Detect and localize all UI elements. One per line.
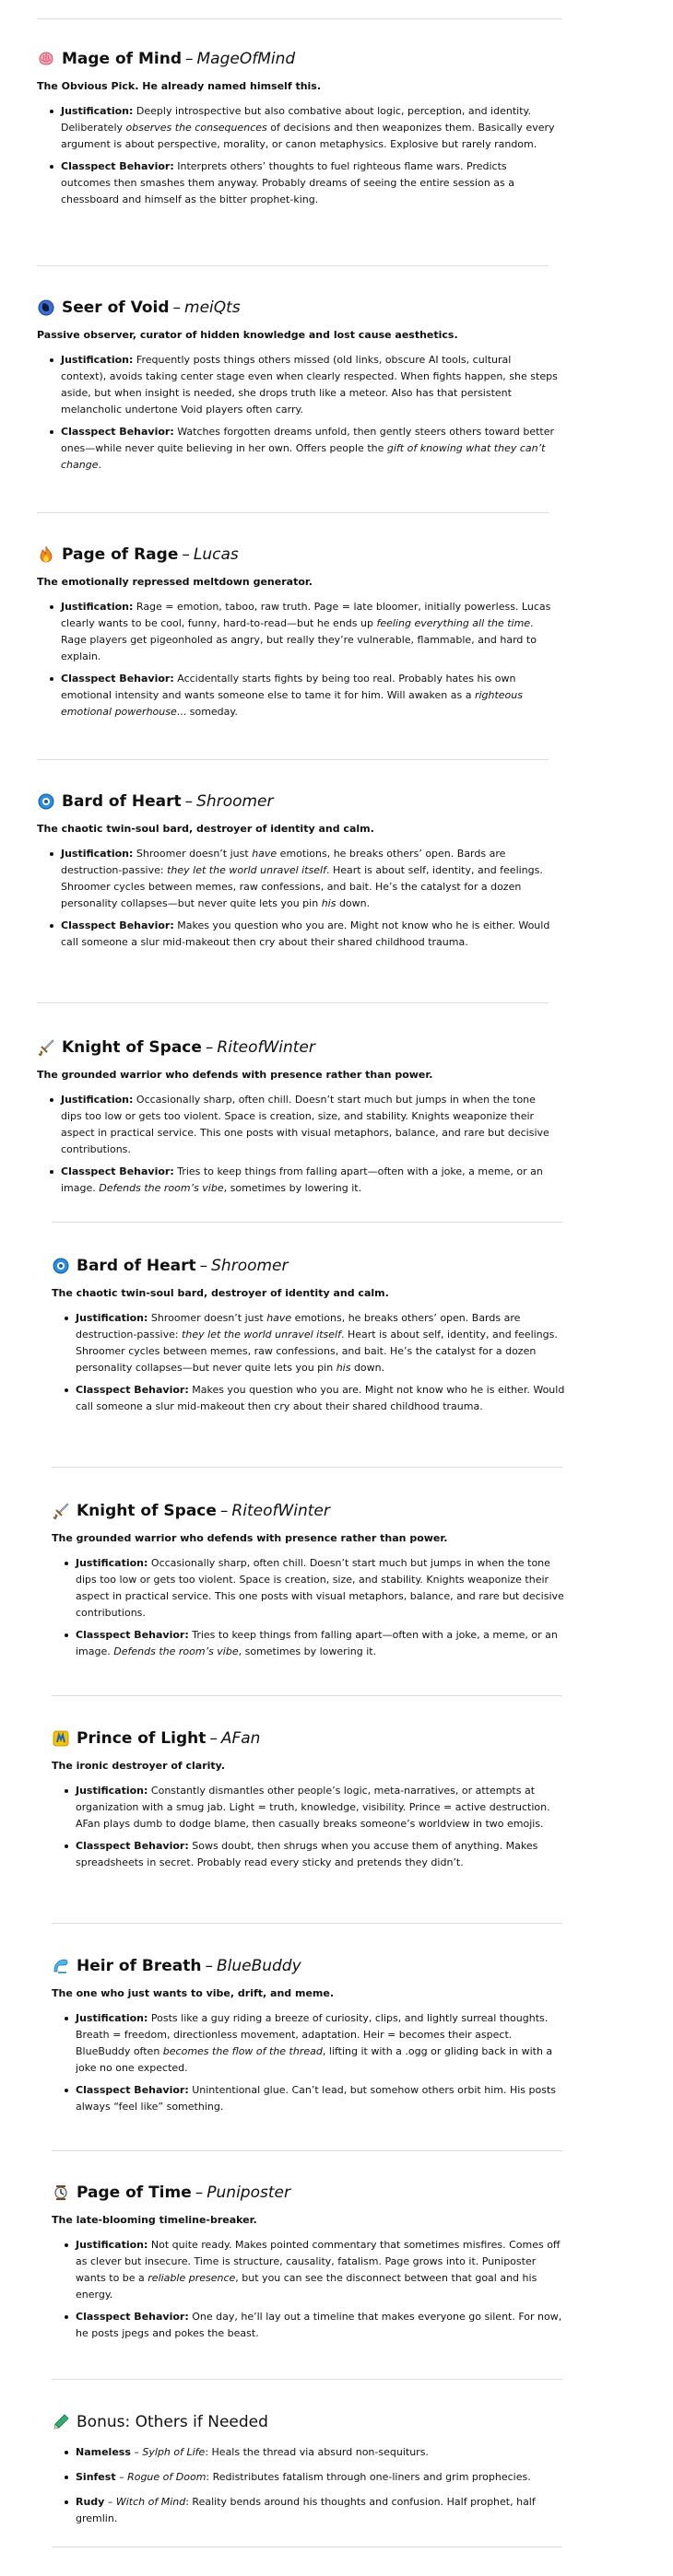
item-label: Classpect Behavior: (76, 1629, 189, 1641)
item-text: , but you can see the disconnect between that goal and his energy. (76, 2272, 537, 2301)
item-text: Occasionally sharp, often chill. Doesn’t start much but jumps in when the tone dips too low or gets too violent. Space is creation, size, and stability. Knights weaponize their aspect in practical service. This one posts with visual metaphors, balance, and rare but decisive contributions. (76, 1557, 564, 1619)
light-emblem-icon (52, 1729, 70, 1748)
classpect-behavior-item (61, 158, 558, 208)
classpect-behavior-item (76, 1382, 568, 1415)
item-text: Interprets others’ thoughts to fuel righteous flame wars. Predicts outcomes then smashes them anyway. Probably dreams of seeing the entire session as a chessboard and himself as the bitter prophet-king. (61, 160, 514, 205)
bonus-name: Rudy (76, 2496, 105, 2508)
role-name: Page of Time (77, 2184, 192, 2202)
justification-item (61, 352, 558, 418)
justification-item (61, 103, 558, 153)
dash: – (195, 2184, 204, 2202)
bonus-role: Sylph of Life (142, 2446, 206, 2458)
bonus-item (76, 2444, 568, 2461)
justification-item (76, 1555, 568, 1622)
tagline: The ironic destroyer of clarity. (52, 1760, 226, 1772)
item-label: Classpect Behavior: (61, 1165, 174, 1177)
role-name: Bard of Heart (77, 1257, 196, 1275)
section-heir-of-breath (52, 1955, 568, 2121)
wind-icon (52, 1957, 70, 1975)
heart-orb-icon (37, 792, 55, 811)
section-seer-of-void (37, 297, 558, 479)
user-handle: Lucas (193, 545, 239, 564)
role-name: Knight of Space (77, 1502, 217, 1520)
classpect-behavior-item (76, 1627, 568, 1660)
dash: – (209, 1729, 218, 1748)
void-orb-icon (37, 299, 55, 317)
item-emphasis: have (252, 848, 277, 860)
item-text: down. (350, 1362, 385, 1374)
user-handle: RiteofWinter (231, 1502, 330, 1520)
bonus-title: Bonus: Others if Needed (77, 2413, 268, 2431)
tagline: The chaotic twin-soul bard, destroyer of identity and calm. (52, 1287, 389, 1299)
item-text: Tries to keep things from falling apart—often with a joke, a meme, or an image. (61, 1165, 543, 1194)
item-emphasis: gift of knowing what they can’t change (61, 442, 546, 471)
section-heading (37, 790, 558, 813)
brain-icon (37, 50, 55, 68)
user-handle: Shroomer (196, 792, 274, 811)
item-text: One day, he’ll lay out a timeline that makes everyone go silent. For now, he posts jpegs and pokes the beast. (76, 2311, 562, 2339)
item-label: Classpect Behavior: (61, 673, 174, 685)
section-bonus (52, 2411, 568, 2535)
divider (52, 1695, 562, 1696)
dash: – (199, 1257, 208, 1275)
section-page-of-rage (37, 544, 558, 726)
user-handle: Shroomer (211, 1257, 289, 1275)
item-label: Classpect Behavior: (61, 160, 174, 172)
item-text: of decisions and then weaponizes them. Basically every argument is about perspective, morality, or canon metaphysics. Explosive but rarely random. (61, 122, 555, 150)
user-handle: RiteofWinter (217, 1038, 315, 1057)
section-page-of-time (52, 2182, 568, 2348)
item-text: Shroomer doesn’t just (133, 848, 253, 860)
divider (37, 18, 562, 19)
item-label: Justification: (61, 354, 134, 366)
tagline: The Obvious Pick. He already named himself this. (37, 80, 322, 92)
item-text: Deeply introspective but also combative about logic, perception, and identity. Deliberately (61, 105, 531, 134)
item-emphasis: his (321, 897, 336, 909)
item-text: , sometimes by lowering it. (238, 1645, 377, 1657)
justification-item (76, 1310, 568, 1376)
sword-icon (37, 1038, 55, 1057)
dash: – (172, 299, 182, 317)
detail-list (37, 846, 558, 951)
section-knight-of-space (52, 1500, 568, 1666)
dash: – (185, 50, 194, 68)
item-text: emotions, he breaks others’ open. Bards are destruction-passive: (61, 848, 506, 876)
item-text: . (98, 459, 101, 471)
item-text: Frequently posts things others missed (old links, obscure AI tools, cultural context), avoids taking center stage even when clearly respected. When fights happen, she steps aside, but when insight is needed, she drops truth like a meteor. Also has that persistent melancholic undertone Void players often carry. (61, 354, 558, 416)
divider (52, 1467, 562, 1468)
item-text: . Heart is about self, identity, and feelings. Shroomer cycles between memes, raw confessions, and bait. He’s the catalyst for a dozen personality collapses—but never quite lets you pin (61, 864, 543, 909)
classpect-behavior-item (76, 2082, 568, 2115)
justification-item (76, 1783, 568, 1832)
justification-item (76, 2237, 568, 2303)
item-label: Justification: (76, 2239, 148, 2251)
dash: – (182, 545, 190, 564)
role-name: Knight of Space (62, 1038, 202, 1057)
item-label: Classpect Behavior: (76, 1840, 189, 1852)
bonus-desc: : Reality bends around his thoughts and confusion. Half prophet, half gremlin. (76, 2496, 536, 2524)
classpect-behavior-item (61, 671, 558, 720)
item-emphasis: have (266, 1312, 292, 1324)
item-text: . Rage players get pigeonholed as angry, but really they’re vulnerable, flammable, and hard to explain. (61, 617, 537, 662)
tagline: The late-blooming timeline-breaker. (52, 2214, 257, 2226)
bonus-name: Sinfest (76, 2471, 116, 2483)
item-label: Justification: (61, 1094, 134, 1106)
user-handle: AFan (220, 1729, 261, 1748)
divider (52, 2379, 562, 2380)
item-text: Accidentally starts fights by being too real. Probably hates his own emotional intensity and wants someone else to tame it for him. Will awaken as a (61, 673, 516, 701)
bonus-desc: : Redistributes fatalism through one-liners and grim prophecies. (206, 2471, 531, 2483)
tagline: The grounded warrior who defends with presence rather than power. (52, 1532, 448, 1544)
detail-list (52, 1310, 568, 1415)
item-emphasis: they let the world unravel itself (167, 864, 326, 876)
section-knight-of-space (37, 1036, 558, 1202)
tagline: The chaotic twin-soul bard, destroyer of identity and calm. (37, 823, 374, 835)
bonus-sep: – (130, 2446, 143, 2458)
classpect-behavior-item (61, 1164, 558, 1197)
justification-item (61, 1092, 558, 1158)
divider (52, 2150, 562, 2151)
flame-icon (37, 545, 55, 564)
item-text: Tries to keep things from falling apart—often with a joke, a meme, or an image. (76, 1629, 558, 1657)
item-text: ... someday. (176, 706, 238, 718)
section-heading (52, 1727, 568, 1750)
item-label: Classpect Behavior: (76, 2084, 189, 2096)
tagline: Passive observer, curator of hidden knowledge and lost cause aesthetics. (37, 329, 458, 341)
dash: – (219, 1502, 229, 1520)
item-emphasis: they let the world unravel itself (182, 1329, 341, 1341)
item-text: Sows doubt, then shrugs when you accuse them of anything. Makes spreadsheets in secret. Probably read every sticky and pretends they didn’t. (76, 1840, 538, 1868)
justification-item (61, 846, 558, 912)
detail-list (37, 352, 558, 474)
item-text: Not quite ready. Makes pointed commentary that sometimes misfires. Comes off as clever but insecure. Time is structure, causality, fatalism. Page grows into it. Puniposter wants to be a (76, 2239, 561, 2284)
user-handle: Puniposter (207, 2184, 290, 2202)
item-emphasis: feeling everything all the time (376, 617, 531, 629)
role-name: Page of Rage (62, 545, 179, 564)
item-emphasis: Defends the room’s vibe (99, 1182, 224, 1194)
section-heading (52, 1500, 568, 1522)
justification-item (61, 599, 558, 665)
detail-list (52, 2237, 568, 2342)
item-label: Classpect Behavior: (76, 2311, 189, 2323)
classpect-behavior-item (61, 424, 558, 474)
item-label: Justification: (61, 105, 134, 117)
bonus-name: Nameless (76, 2446, 131, 2458)
role-name: Bard of Heart (62, 792, 182, 811)
section-heading (52, 1255, 568, 1277)
section-heading (37, 297, 558, 319)
section-heading (37, 1036, 558, 1059)
bonus-sep: – (115, 2471, 128, 2483)
item-text: Unintentional glue. Can’t lead, but somehow others orbit him. His posts always “feel like” something. (76, 2084, 557, 2113)
section-heading (37, 544, 558, 566)
role-name: Seer of Void (62, 299, 170, 317)
section-prince-of-light (52, 1727, 568, 1877)
clock-icon (52, 2184, 70, 2202)
item-label: Classpect Behavior: (76, 1384, 189, 1396)
item-label: Justification: (61, 848, 134, 860)
detail-list (37, 599, 558, 720)
section-bard-of-heart (52, 1255, 568, 1421)
detail-list (52, 1555, 568, 1660)
bonus-role: Witch of Mind (115, 2496, 186, 2508)
divider (37, 1002, 549, 1003)
user-handle: BlueBuddy (216, 1957, 301, 1975)
section-heading (52, 2182, 568, 2204)
divider (52, 1923, 562, 1924)
item-text: Constantly dismantles other people’s logic, meta-narratives, or attempts at organization with a smug jab. Light = truth, knowledge, visibility. Prince = active destruction. AFan plays dumb to dodge blame, then casually breaks someone’s worldview in two emojis. (76, 1785, 550, 1830)
tagline: The grounded warrior who defends with presence rather than power. (37, 1069, 433, 1081)
user-handle: meiQts (184, 299, 241, 317)
divider (52, 1222, 562, 1223)
detail-list (37, 1092, 558, 1197)
justification-item (76, 2010, 568, 2077)
dash: – (205, 1957, 213, 1975)
detail-list (52, 1783, 568, 1871)
section-heading (37, 48, 558, 70)
item-emphasis: righteous emotional powerhouse (61, 689, 523, 718)
section-mage-of-mind (37, 48, 558, 214)
tagline: The one who just wants to vibe, drift, and meme. (52, 1987, 335, 1999)
role-name: Mage of Mind (62, 50, 183, 68)
bonus-role: Rogue of Doom (127, 2471, 207, 2483)
item-text: Occasionally sharp, often chill. Doesn’t start much but jumps in when the tone dips too low or gets too violent. Space is creation, size, and stability. Knights weaponize their aspect in practical service. This one posts with visual metaphors, balance, and rare but decisive contributions. (61, 1094, 549, 1155)
item-text: Watches forgotten dreams unfold, then gently steers others toward better ones—while never quite believing in her own. Offers people the (61, 426, 555, 454)
item-text: . Heart is about self, identity, and feelings. Shroomer cycles between memes, raw confessions, and bait. He’s the catalyst for a dozen personality collapses—but never quite lets you pin (76, 1329, 558, 1374)
item-label: Justification: (76, 2012, 148, 2024)
item-label: Classpect Behavior: (61, 426, 174, 438)
tagline: The emotionally repressed meltdown generator. (37, 576, 313, 588)
item-text: down. (336, 897, 371, 909)
item-label: Justification: (76, 1785, 148, 1797)
item-text: , sometimes by lowering it. (223, 1182, 362, 1194)
role-name: Prince of Light (77, 1729, 207, 1748)
item-emphasis: becomes the flow of the thread (162, 2045, 323, 2057)
bonus-item (76, 2469, 568, 2486)
user-handle: MageOfMind (196, 50, 296, 68)
item-text: Rage = emotion, taboo, raw truth. Page = late bloomer, initially powerless. Lucas clearly wants to be cool, funny, hard-to-read—but he ends up (61, 601, 551, 629)
section-heading (52, 2411, 568, 2433)
item-emphasis: his (336, 1362, 351, 1374)
item-text: , lifting it with a .ogg or gliding back in with a joke no one expected. (76, 2045, 553, 2074)
item-emphasis: reliable presence (148, 2272, 236, 2284)
section-heading (52, 1955, 568, 1977)
item-label: Justification: (76, 1312, 148, 1324)
item-text: Shroomer doesn’t just (148, 1312, 267, 1324)
divider (37, 759, 549, 760)
item-text: emotions, he breaks others’ open. Bards are destruction-passive: (76, 1312, 521, 1341)
heart-orb-icon (52, 1257, 70, 1275)
bonus-desc: : Heals the thread via absurd non-sequiturs. (205, 2446, 429, 2458)
item-text: Posts like a guy riding a breeze of curiosity, clips, and lightly surreal thoughts. Breath = freedom, directionless movement, adaptation. Heir = becomes their aspect. BlueBuddy often (76, 2012, 549, 2057)
section-bard-of-heart (37, 790, 558, 956)
item-text: Makes you question who you are. Might not know who he is either. Would call someone a slur mid-makeout then cry about their shared childhood trauma. (76, 1384, 565, 1412)
bonus-list (52, 2444, 568, 2527)
bonus-sep: – (104, 2496, 116, 2508)
classpect-behavior-item (61, 918, 558, 951)
item-emphasis: Defends the room’s vibe (113, 1645, 239, 1657)
sword-icon (52, 1502, 70, 1520)
classpect-behavior-item (76, 2309, 568, 2342)
pencil-icon (52, 2413, 70, 2431)
role-name: Heir of Breath (77, 1957, 202, 1975)
bonus-item (76, 2494, 568, 2527)
item-label: Classpect Behavior: (61, 919, 174, 931)
classpect-behavior-item (76, 1838, 568, 1871)
detail-list (37, 103, 558, 208)
item-label: Justification: (61, 601, 134, 613)
item-emphasis: observes the consequences (125, 122, 267, 134)
divider (37, 512, 549, 513)
detail-list (52, 2010, 568, 2115)
item-text: Makes you question who you are. Might not know who he is either. Would call someone a slur mid-makeout then cry about their shared childhood trauma. (61, 919, 550, 948)
dash: – (205, 1038, 214, 1057)
divider (37, 265, 549, 266)
dash: – (184, 792, 194, 811)
item-label: Justification: (76, 1557, 148, 1569)
